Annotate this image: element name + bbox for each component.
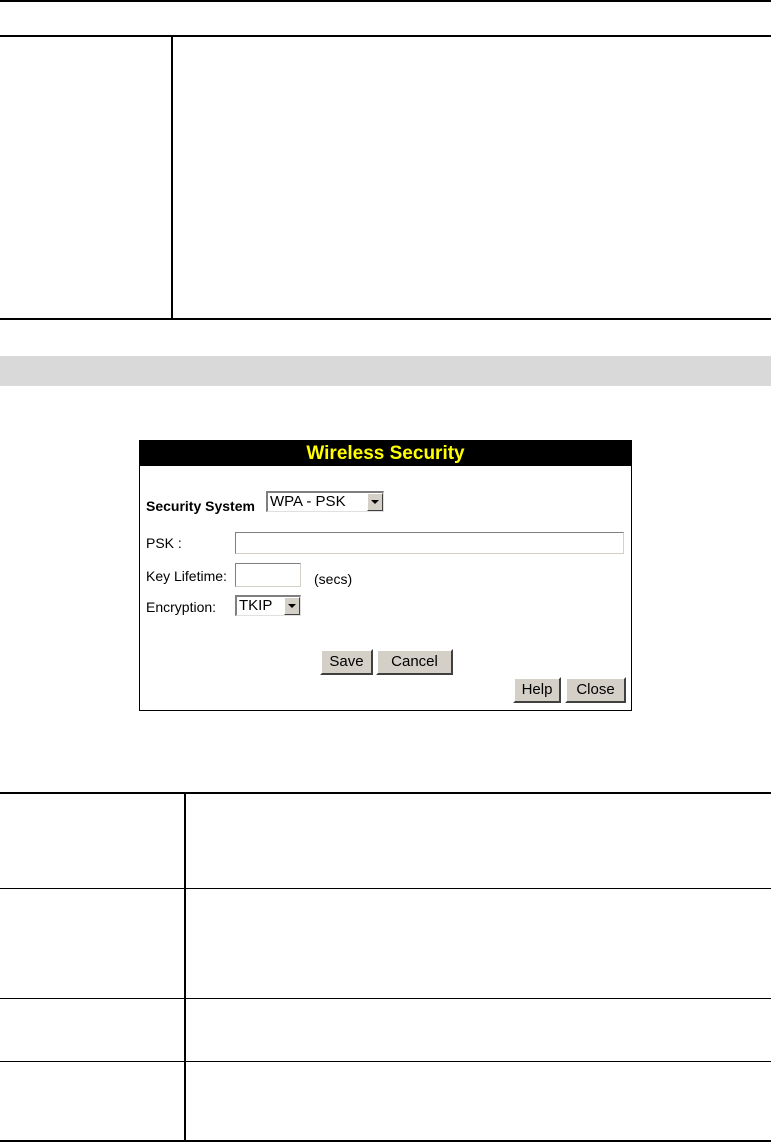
psk-label: PSK : (146, 535, 182, 551)
bottom-table-row-divider (0, 888, 771, 889)
top-table-bottom-border (0, 318, 771, 320)
chevron-down-icon[interactable] (367, 493, 383, 511)
encryption-label: Encryption: (146, 599, 217, 615)
dialog-title: Wireless Security (140, 441, 631, 466)
top-table-top-border (0, 0, 771, 2)
save-button[interactable]: Save (320, 649, 373, 675)
chevron-down-icon[interactable] (284, 597, 300, 615)
bottom-table-column-divider (184, 794, 186, 1140)
security-system-label: Security System (146, 498, 255, 514)
cancel-button[interactable]: Cancel (376, 649, 453, 675)
bottom-table-bottom-border (0, 1140, 771, 1142)
key-lifetime-unit: (secs) (314, 571, 353, 587)
close-button[interactable]: Close (565, 677, 626, 703)
bottom-table-row-divider (0, 998, 771, 999)
security-system-value: WPA - PSK (270, 493, 346, 510)
top-table-header-divider (0, 35, 771, 37)
psk-input[interactable] (235, 532, 624, 554)
help-button[interactable]: Help (513, 677, 561, 703)
encryption-select[interactable] (235, 595, 301, 616)
top-table-column-divider (171, 37, 173, 319)
bottom-table-row-divider (0, 1061, 771, 1062)
wireless-security-dialog (139, 440, 632, 711)
bottom-table-top-border (0, 792, 771, 794)
section-heading-band (0, 356, 771, 386)
encryption-value: TKIP (239, 597, 273, 614)
key-lifetime-label: Key Lifetime: (146, 568, 227, 584)
security-system-select[interactable] (266, 491, 384, 512)
key-lifetime-input[interactable] (235, 563, 301, 587)
